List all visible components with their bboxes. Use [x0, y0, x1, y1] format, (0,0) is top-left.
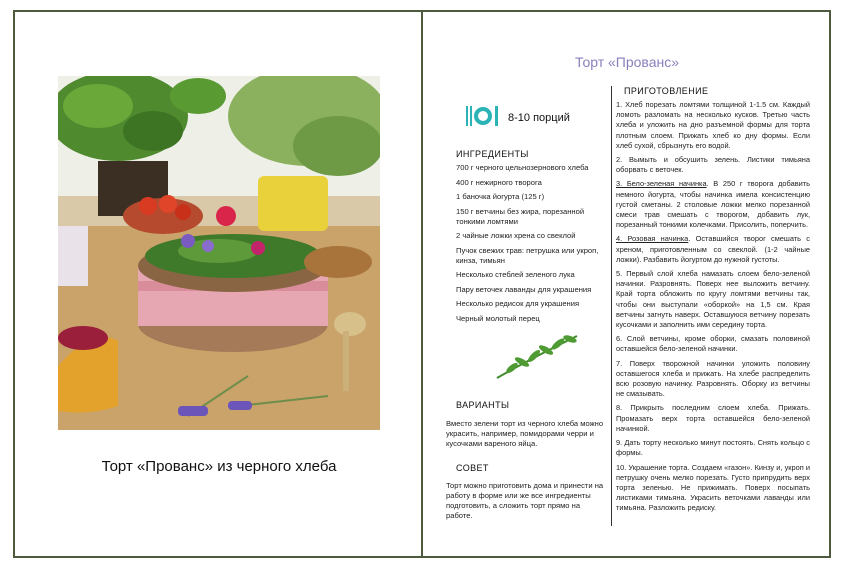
- recipe-title: Торт «Прованс»: [574, 54, 680, 70]
- step-text: . Оставшийся творог смешать с хреном, приготовленным со свеклой. (1-2 чайные ложки). Разбавить йогуртом до нужной густоты.: [616, 234, 810, 264]
- variants-text: Вместо зелени торт из черного хлеба можно украсить, например, помидорами черри и кусочками вареного яйца.: [446, 419, 604, 448]
- ingredient-item: Пару веточек лаванды для украшения: [456, 284, 592, 294]
- step-text: 9. Дать торту несколько минут постоять. Снять кольцо с формы.: [616, 438, 810, 458]
- ingredient-item: 1 баночка йогурта (125 г): [456, 192, 545, 201]
- ingredient-item: Несколько редисок для украшения: [456, 299, 580, 308]
- page-divider: [421, 10, 423, 558]
- advice-text: Торт можно приготовить дома и принести на работу в форме или же все ингредиенты подготовить, а сложить торт прямо на работе.: [446, 481, 604, 520]
- ingredients-list: [456, 163, 608, 328]
- ingredient-item: Пучок свежих трав: петрушка или укроп, кинза, тимьян: [456, 245, 599, 265]
- variants-heading: ВАРИАНТЫ: [456, 400, 510, 410]
- step-item: [616, 438, 810, 458]
- step-text: 8. Прикрыть последним слоем хлеба. Прижать. Промазать верх торта оставшейся бело-зеленой начинкой.: [616, 403, 810, 433]
- step-text: 5. Первый слой хлеба намазать слоем бело-зеленой начинки. Разровнять. Поверх нее выложить ветчину. Край торта обложить по кругу ломтями ветчины так, чтобы они выступали «оборкой» на 1,5 см. Края ветчины загнуть наверх. Оставшуюся ветчину порезать кусочками и заполнить ими середину торта.: [616, 269, 810, 330]
- step-text: 7. Поверх творожной начинки уложить половину оставшегося хлеба и прижать. На хлебе распределить всю розовую начинку. Разровнять. Оборку из ветчины не смазывать.: [616, 358, 810, 399]
- advice-heading: СОВЕТ: [456, 463, 489, 473]
- step-item: [616, 359, 810, 400]
- step-lead: 3. Бело-зеленая начинка: [616, 179, 707, 189]
- steps-list: [616, 100, 810, 518]
- ingredient-item: 2 чайные ложки хрена со свеклой: [456, 231, 576, 240]
- step-item: [616, 463, 810, 514]
- herb-sprig-icon: [492, 328, 582, 384]
- servings: 8-10 порций: [508, 112, 570, 124]
- step-text: . В 250 г творога добавить немного йогурта, чтобы начинка имела консистенцию густой сметаны. 2 столовые ложки мелко порезанной смеси трав смешать с творогом, добавить лук, порезанный тонкими колечками. Присолить, поперчить.: [616, 179, 810, 230]
- plate-cutlery-icon: [464, 104, 502, 128]
- step-text: 1. Хлеб порезать ломтями толщиной 1-1.5 см. Каждый ломоть разломать на несколько кусков. Третью часть хлеба и уложить на дно разъемной формы для торта плотным слоем. Прижать хлеб ко дну формы. Если хлеб сухой, сбрызнуть его водой.: [616, 100, 810, 150]
- column-divider: [611, 86, 612, 526]
- ingredient-item: 150 г ветчины без жира, порезанной тонкими ломтями: [456, 206, 585, 226]
- prep-heading: ПРИГОТОВЛЕНИЕ: [624, 86, 709, 96]
- step-item: [616, 100, 810, 151]
- step-text: 2. Вымыть и обсушить зелень. Листики тимьяна оборвать с веточек.: [616, 155, 810, 175]
- step-item: [616, 155, 810, 175]
- ingredient-item: 400 г нежирного творога: [456, 177, 542, 187]
- step-item: [616, 403, 810, 434]
- photo-caption: Торт «Прованс» из черного хлеба: [101, 458, 337, 475]
- step-lead: 4. Розовая начинка: [616, 234, 689, 244]
- step-text: 10. Украшение торта. Создаем «газон». Кинзу и, укроп и петрушку очень мелко порезать. Густо припрудить верх торта зеленью. Не прижимать. Поверх посыпать листиками тимьяна. Украсить веточками лаванды или тимьяна. Разложить редиску.: [616, 462, 810, 513]
- step-item: [616, 234, 810, 265]
- ingredients-heading: ИНГРЕДИЕНТЫ: [456, 149, 529, 159]
- ingredient-item: Черный молотый перец: [456, 313, 540, 323]
- ingredient-item: Несколько стеблей зеленого лука: [456, 270, 575, 279]
- step-item: [616, 334, 810, 354]
- step-text: 6. Слой ветчины, кроме оборки, смазать половиной оставшейся бело-зеленой начинки.: [616, 334, 810, 354]
- step-item: [616, 179, 810, 230]
- step-item: [616, 269, 810, 330]
- cake-photo: [58, 76, 380, 430]
- ingredient-item: 700 г черного цельнозернового хлеба: [456, 163, 589, 172]
